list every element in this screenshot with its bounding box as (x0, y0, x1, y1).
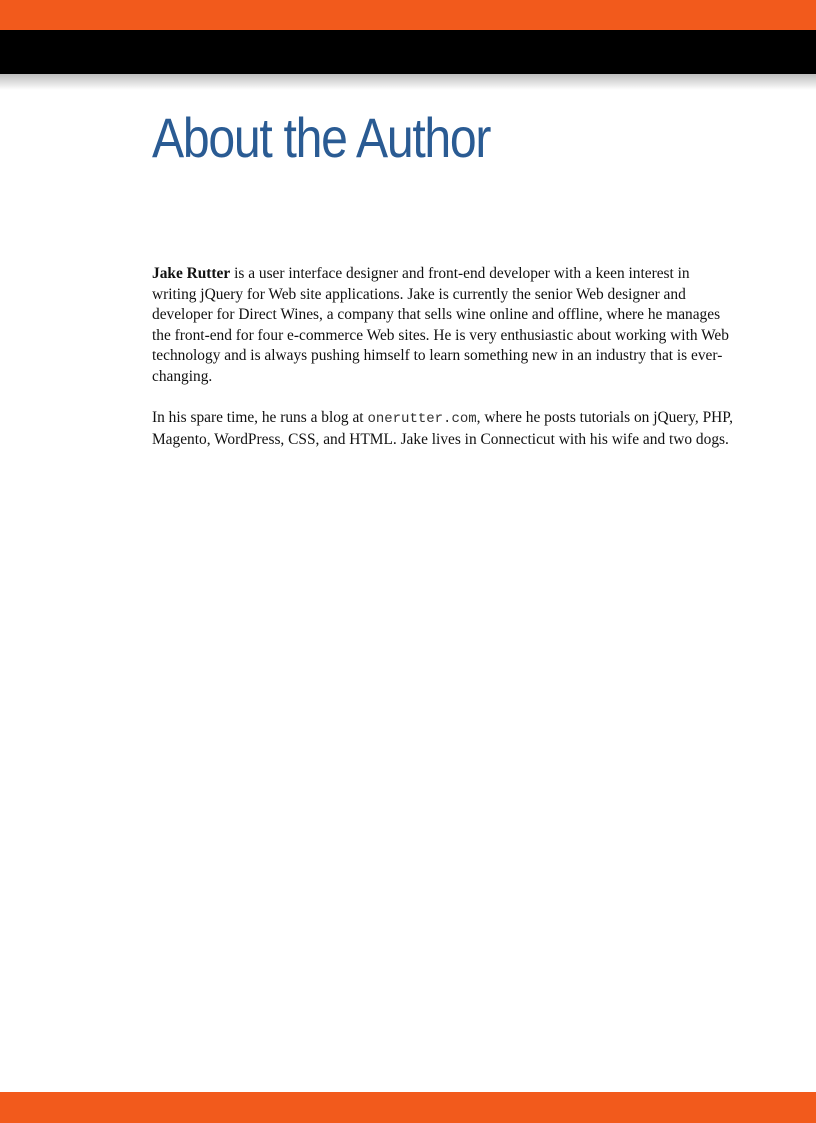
top-black-band (0, 30, 816, 74)
top-orange-band (0, 0, 816, 30)
bio-paragraph-1-text: is a user interface designer and front-end developer with a keen interest in writing jQuery for Web site applications. Jake is currently the senior Web designer and developer for Direct Wines, a company that sells wine online and offline, where he manages the front-end for four e-commerce Web sites. He is very enthusiastic about working with Web technology and is always pushing himself to learn something new in an industry that is ever-changing. (152, 265, 729, 385)
header-shadow (0, 74, 816, 90)
blog-url: onerutter.com (367, 411, 477, 428)
author-bio (152, 264, 736, 471)
bio-paragraph-1 (152, 264, 736, 388)
author-name: Jake Rutter (152, 265, 231, 282)
bottom-orange-band (0, 1092, 816, 1123)
bio-paragraph-2 (152, 408, 736, 450)
bio-paragraph-2-intro: In his spare time, he runs a blog at (152, 409, 364, 427)
bio-paragraph-2-text: , where he posts tutorials on jQuery, PHP, Magento, WordPress, CSS, and HTML. Jake lives in Connecticut with his wife and two dogs. (152, 409, 733, 448)
page-title: About the Author (152, 106, 491, 169)
